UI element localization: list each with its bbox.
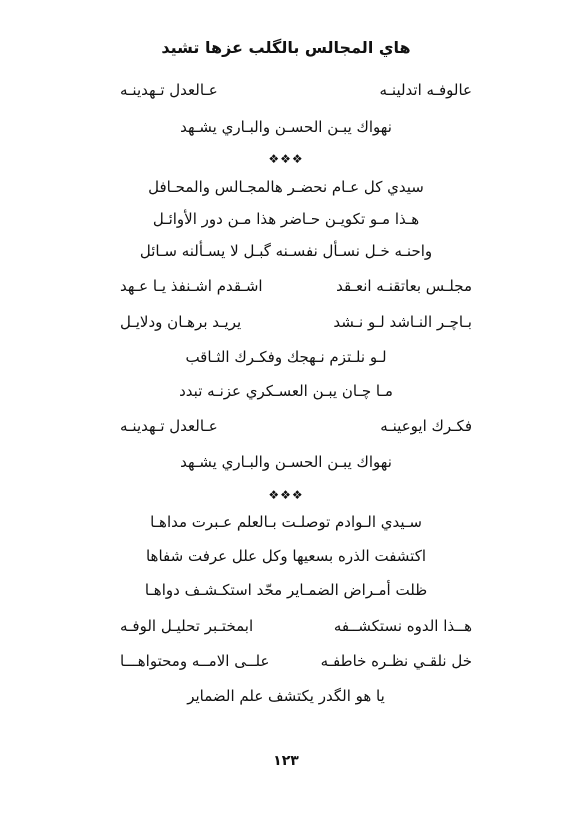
refrain-line: نهواك يبـن الحسـن والبـاري يشـهد	[180, 118, 392, 136]
verse-left-hemistich: عـالعدل تـهدينـه	[120, 81, 218, 99]
refrain-verse	[120, 416, 472, 436]
refrain-verse	[120, 80, 472, 100]
verse-right-hemistich: خل نلقـي نظـره خاطفـه	[320, 652, 472, 670]
section-separator: ❖❖❖	[268, 488, 304, 502]
split-verse	[120, 651, 472, 671]
verse-left-hemistich: يريـد برهـان ودلايـل	[120, 313, 242, 331]
poem-title: هاي المجالس بالگلب عزها تشيد	[161, 38, 411, 57]
verse-right-hemistich: فكـرك ايوعينـه	[380, 417, 472, 435]
page-number: ١٢٣	[273, 753, 299, 769]
verse-right-hemistich: هــذا الدوه نستكشــفه	[333, 617, 472, 635]
verse-line: اكتشفت الذره بسعيها وكل علل عرفت شفاها	[145, 547, 426, 565]
verse-left-hemistich: ابمختـبر تحليـل الوفـه	[120, 617, 254, 635]
verse-right-hemistich: مجلـس بعاتقنـه انعـقد	[336, 277, 472, 295]
verse-left-hemistich: عـالعدل تـهدينـه	[120, 417, 218, 435]
refrain-line: نهواك يبـن الحسـن والبـاري يشـهد	[180, 453, 392, 471]
split-verse	[120, 276, 472, 296]
verse-line: سيدي كل عـام نحضـر هالمجـالس والمحـافل	[148, 178, 424, 196]
verse-line: سـيدي الـوادم توصلـت بـالعلم عـبرت مداهـا	[150, 513, 422, 531]
section-separator: ❖❖❖	[268, 152, 304, 166]
verse-line: لـو نلـتزم نـهجك وفكـرك الثـاقب	[185, 348, 387, 366]
split-verse	[120, 312, 472, 332]
split-verse	[120, 616, 472, 636]
verse-line: ظلت أمـراض الضمـاير محّد استكـشـف دواهـا	[144, 581, 428, 599]
verse-line: يا هو الگدر يكتشف علم الضماير	[187, 687, 385, 705]
verse-left-hemistich: اشـقدم اشـنفذ يـا عـهد	[120, 277, 263, 295]
verse-line: هـذا مـو تكويـن حـاضر هذا مـن دور الأوائـل	[152, 210, 420, 228]
verse-right-hemistich: بـاچـر النـاشد لـو نـشد	[333, 313, 472, 331]
verse-left-hemistich: علــى الامــه ومحتواهـــا	[120, 652, 270, 670]
verse-line: مـا چـان يبـن العسـكري عزنـه تبدد	[179, 382, 393, 400]
verse-line: واحنـه خـل نسـأل نفسـنه گبـل لا يسـألنه سـائل	[139, 242, 433, 260]
verse-right-hemistich: عالوفـه اتدلينـه	[379, 81, 472, 99]
